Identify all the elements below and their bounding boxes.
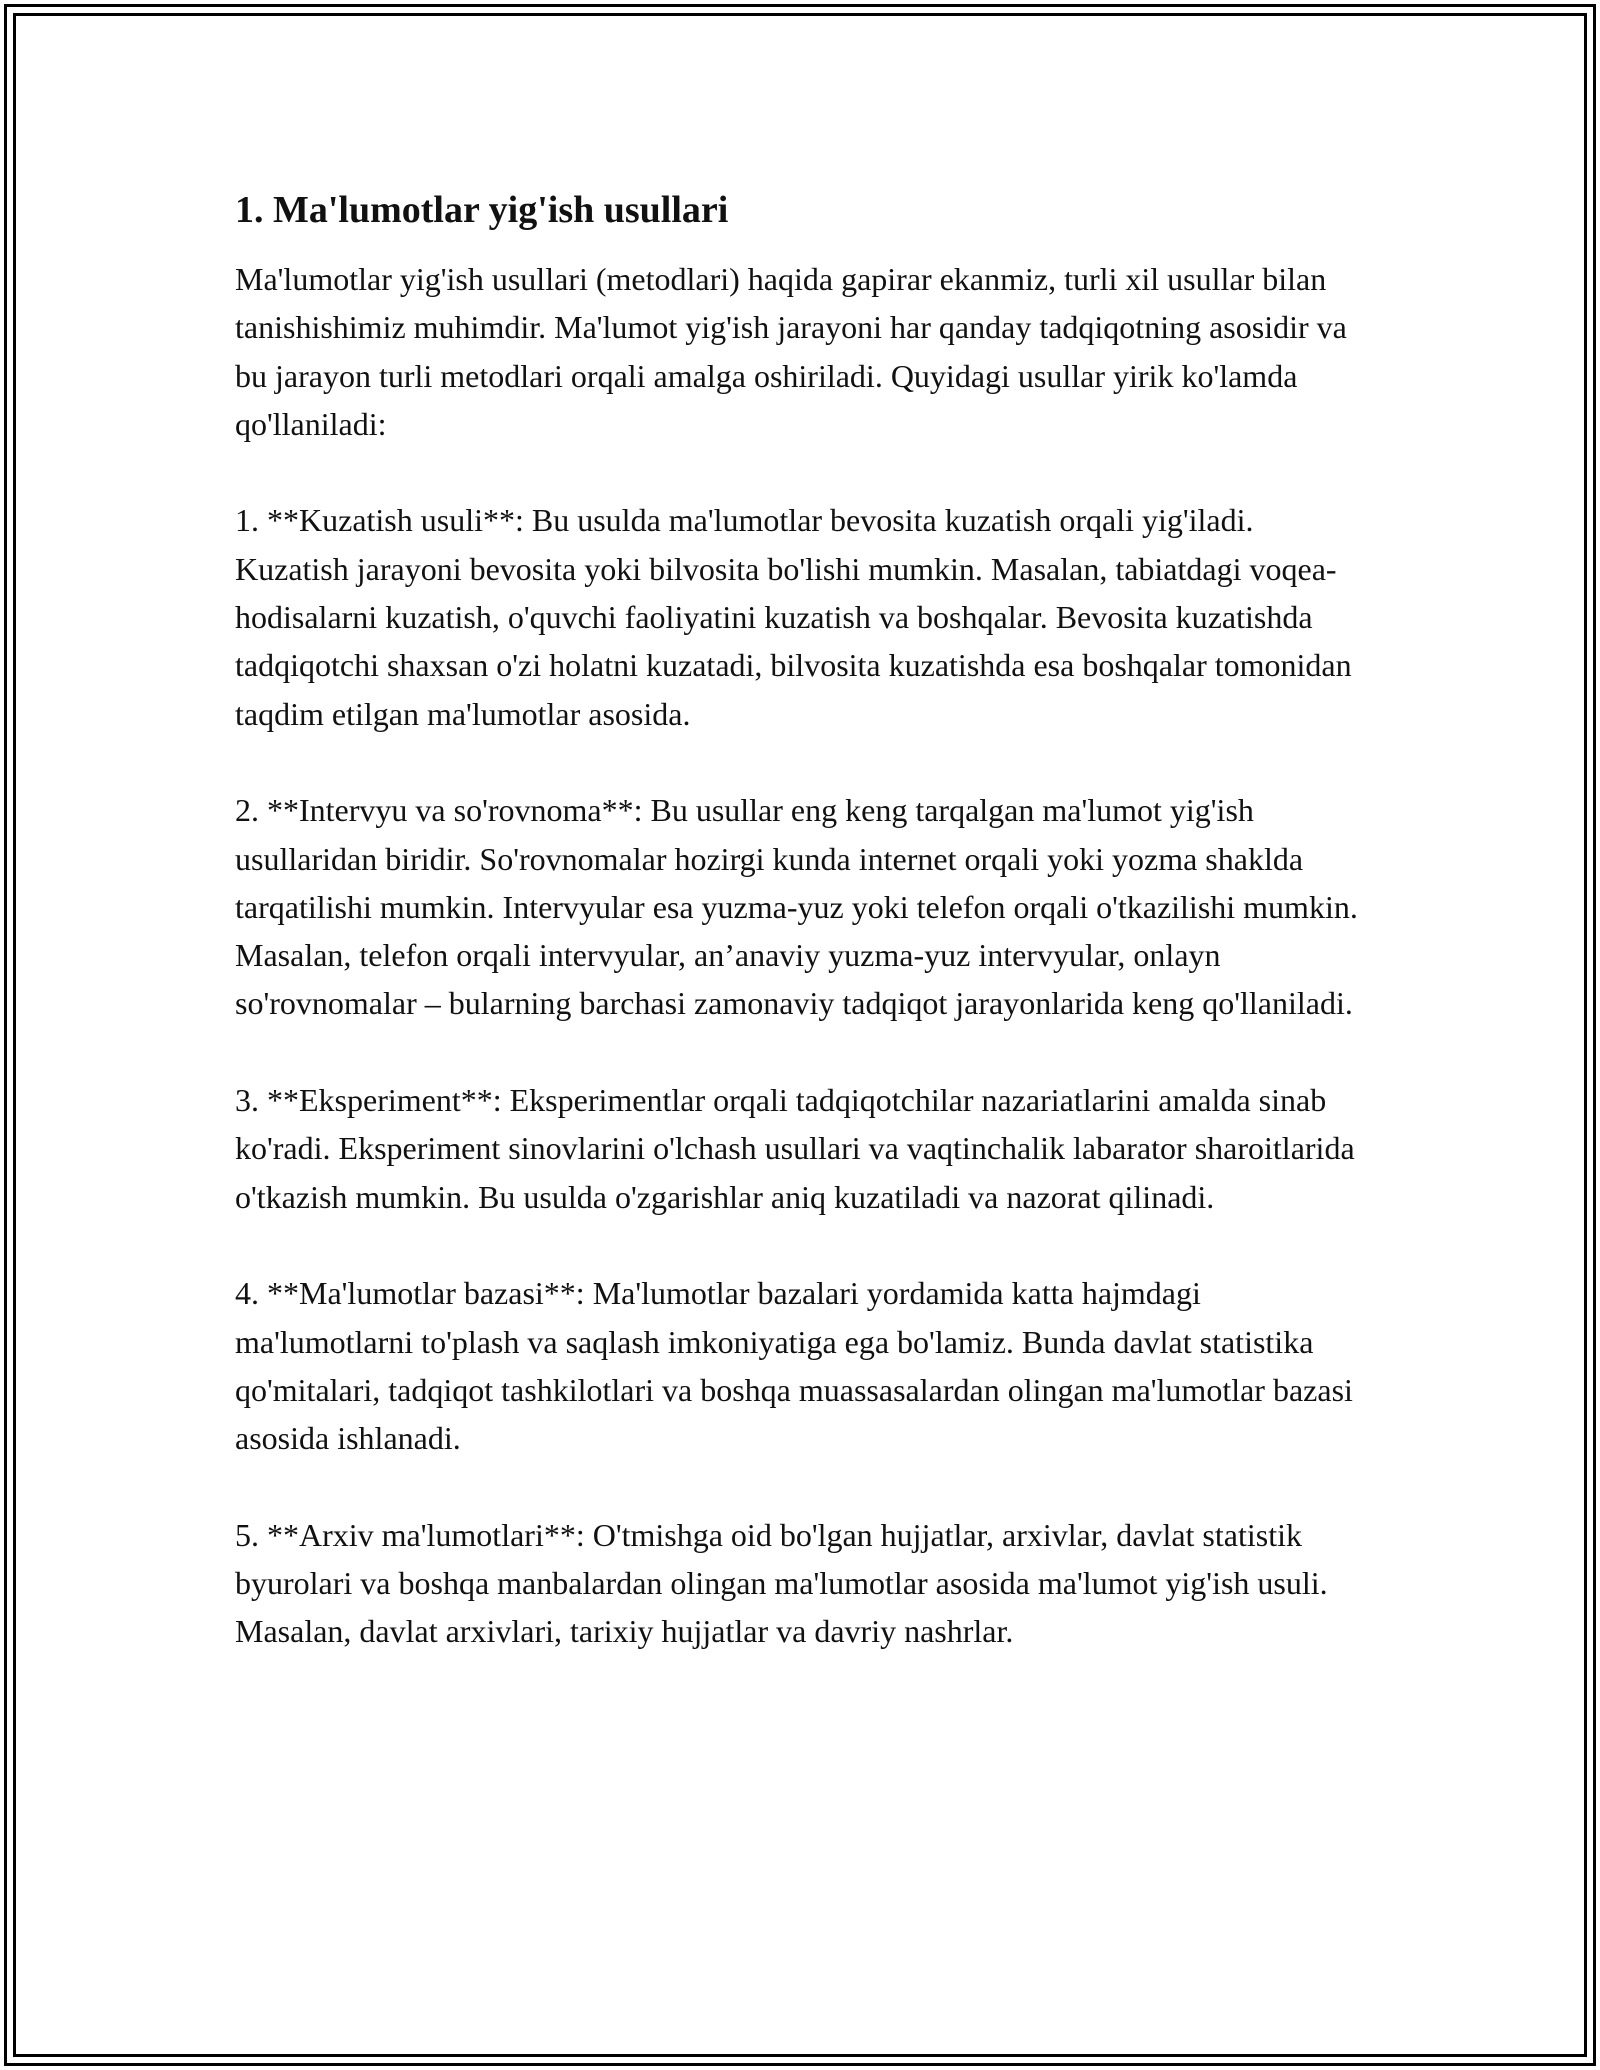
paragraph-observation-method: 1. **Kuzatish usuli**: Bu usulda ma'lumotlar bevosita kuzatish orqali yig'iladi. Kuzatish jarayoni bevosita yoki bilvosita bo'lishi mumkin. Masalan, tabiatdagi voqea-hodisalarni kuzatish, o'quvchi faoliyatini kuzatish va boshqalar. Bevosita kuzatishda tadqiqotchi shaxsan o'zi holatni kuzatadi, bilvosita kuzatishda esa boshqalar tomonidan taqdim etilgan ma'lumotlar asosida.: [235, 502, 1352, 732]
section-heading: 1. Ma'lumotlar yig'ish usullari: [235, 189, 729, 231]
document-body: [235, 185, 1375, 1656]
paragraph-database: 4. **Ma'lumotlar bazasi**: Ma'lumotlar bazalari yordamida katta hajmdagi ma'lumotlarni to'plash va saqlash imkoniyatiga ega bo'lamiz. Bunda davlat statistika qo'mitalari, tadqiqot tashkilotlari va boshqa muassasalardan olingan ma'lumotlar bazasi asosida ishlanadi.: [235, 1275, 1353, 1457]
paragraph-experiment: 3. **Eksperiment**: Eksperimentlar orqali tadqiqotchilar nazariatlarini amalda sinab ko'radi. Eksperiment sinovlarini o'lchash usullari va vaqtinchalik labarator sharoitlarida o'tkazish mumkin. Bu usulda o'zgarishlar aniq kuzatiladi va nazorat qilinadi.: [235, 1082, 1355, 1215]
paragraph-interview-survey: 2. **Intervyu va so'rovnoma**: Bu usullar eng keng tarqalgan ma'lumot yig'ish usullaridan biridir. So'rovnomalar hozirgi kunda internet orqali yoki yozma shaklda tarqatilishi mumkin. Intervyular esa yuzma-yuz yoki telefon orqali o'tkazilishi mumkin. Masalan, telefon orqali intervyular, an’anaviy yuzma-yuz intervyular, onlayn so'rovnomalar – bularning barchasi zamonaviy tadqiqot jarayonlarida keng qo'llaniladi.: [235, 792, 1358, 1022]
intro-paragraph: Ma'lumotlar yig'ish usullari (metodlari) haqida gapirar ekanmiz, turli xil usullar bilan tanishishimiz muhimdir. Ma'lumot yig'ish jarayoni har qanday tadqiqotning asosidir va bu jarayon turli metodlari orqali amalga oshiriladi. Quyidagi usullar yirik ko'lamda qo'llaniladi:: [235, 261, 1347, 442]
paragraph-archive-data: 5. **Arxiv ma'lumotlari**: O'tmishga oid bo'lgan hujjatlar, arxivlar, davlat statistik byurolari va boshqa manbalardan olingan ma'lumotlar asosida ma'lumot yig'ish usuli. Masalan, davlat arxivlari, tarixiy hujjatlar va davriy nashrlar.: [235, 1516, 1328, 1650]
